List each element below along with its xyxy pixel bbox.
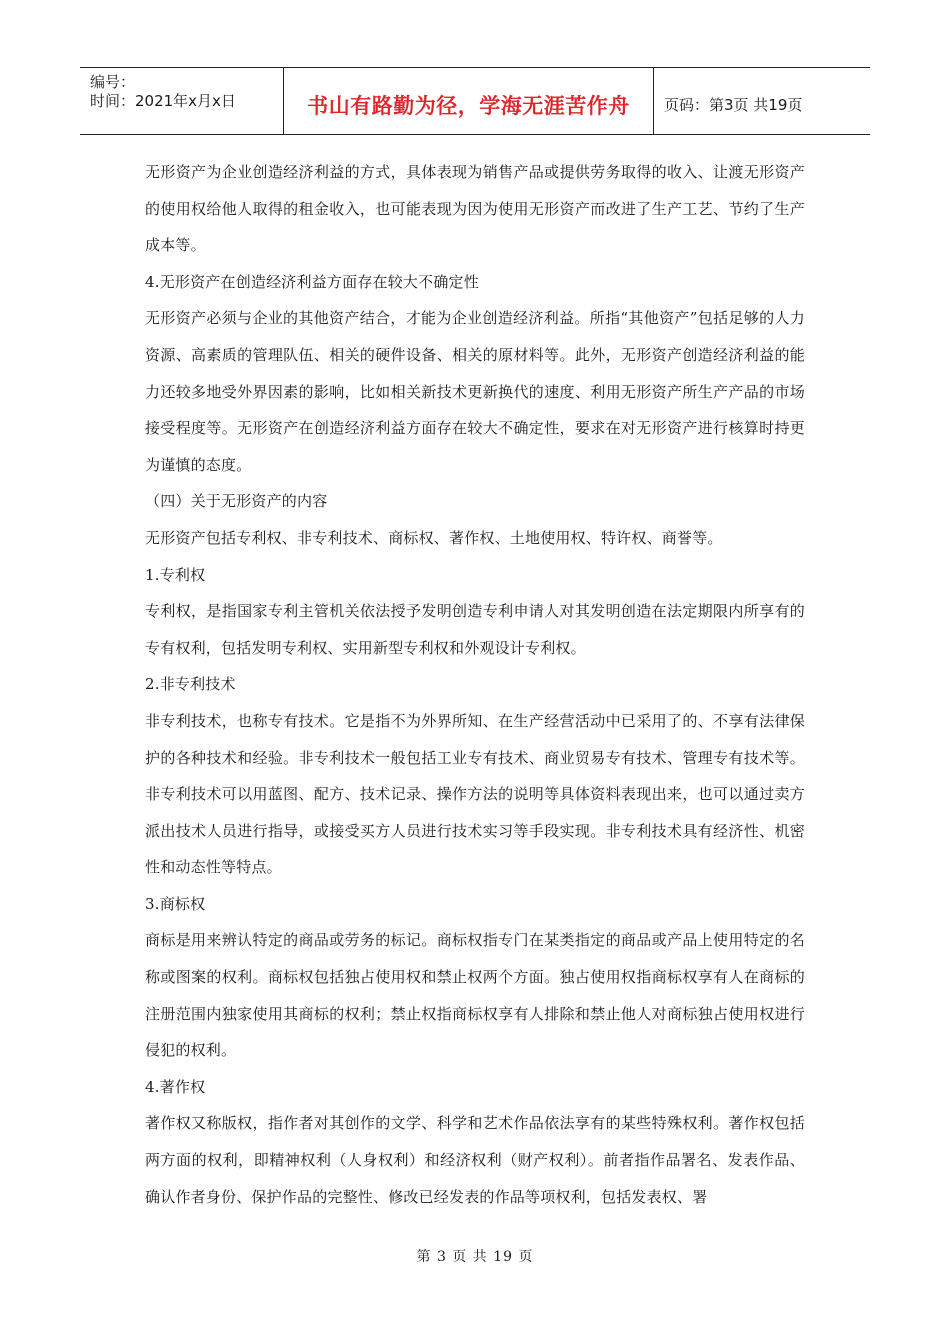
body-paragraph: 著作权又称版权，指作者对其创作的文学、科学和艺术作品依法享有的某些特殊权利。著作权包括两方面的权利，即精神权利（人身权利）和经济权利（财产权利）。前者指作品署名、发表作品、确认作者身份、保护作品的完整性、修改已经发表的作品等项权利，包括发表权、署 <box>145 1114 805 1206</box>
document-body <box>145 154 805 1215</box>
section-heading: 3.商标权 <box>145 894 206 913</box>
body-paragraph: 非专利技术，也称专有技术。它是指不为外界所知、在生产经营活动中已采用了的、不享有法律保护的各种技术和经验。非专利技术一般包括工业专有技术、商业贸易专有技术、管理专有技术等。非专利技术可以用蓝图、配方、技术记录、操作方法的说明等具体资料表现出来，也可以通过卖方派出技术人员进行指导，或接受买方人员进行技术实习等手段实现。非专利技术具有经济性、机密性和动态性等特点。 <box>145 711 805 877</box>
section-heading: 2.非专利技术 <box>145 675 236 694</box>
body-paragraph: 无形资产必须与企业的其他资产结合，才能为企业创造经济利益。所指“其他资产”包括足够的人力资源、高素质的管理队伍、相关的硬件设备、相关的原材料等。此外，无形资产创造经济利益的能力还较多地受外界因素的影响，比如相关新技术更新换代的速度、利用无形资产所生产产品的市场接受程度等。无形资产在创造经济利益方面存在较大不确定性，要求在对无形资产进行核算时持更为谨慎的态度。 <box>145 309 805 474</box>
section-heading: 1.专利权 <box>145 565 206 584</box>
document-date: 时间：2021年x月x日 <box>90 92 236 110</box>
header-meta-cell <box>80 68 284 134</box>
header-motto-cell <box>284 68 654 134</box>
header-page-cell <box>654 68 870 134</box>
page-footer: 第 3 页 共 19 页 <box>416 1249 534 1265</box>
header-motto: 书山有路勤为径，学海无涯苦作舟 <box>307 94 630 118</box>
section-heading: （四）关于无形资产的内容 <box>145 492 328 511</box>
header-page-info: 页码：第3页 共19页 <box>664 96 803 114</box>
page-header <box>80 67 870 135</box>
body-paragraph: 专利权，是指国家专利主管机关依法授予发明创造专利申请人对其发明创造在法定期限内所享有的专有权利，包括发明专利权、实用新型专利权和外观设计专利权。 <box>145 602 805 657</box>
section-heading: 4.无形资产在创造经济利益方面存在较大不确定性 <box>145 272 479 291</box>
body-paragraph: 商标是用来辨认特定的商品或劳务的标记。商标权指专门在某类指定的商品或产品上使用特定的名称或图案的权利。商标权包括独占使用权和禁止权两个方面。独占使用权指商标权享有人在商标的注册范围内独家使用其商标的权利；禁止权指商标权享有人排除和禁止他人对商标独占使用权进行侵犯的权利。 <box>145 931 805 1060</box>
section-heading: 4.著作权 <box>145 1077 206 1096</box>
body-paragraph: 无形资产为企业创造经济利益的方式，具体表现为销售产品或提供劳务取得的收入、让渡无形资产的使用权给他人取得的租金收入，也可能表现为因为使用无形资产而改进了生产工艺、节约了生产成本等。 <box>145 163 805 255</box>
document-number-label: 编号： <box>90 73 136 91</box>
body-paragraph: 无形资产包括专利权、非专利技术、商标权、著作权、土地使用权、特许权、商誉等。 <box>145 528 723 547</box>
